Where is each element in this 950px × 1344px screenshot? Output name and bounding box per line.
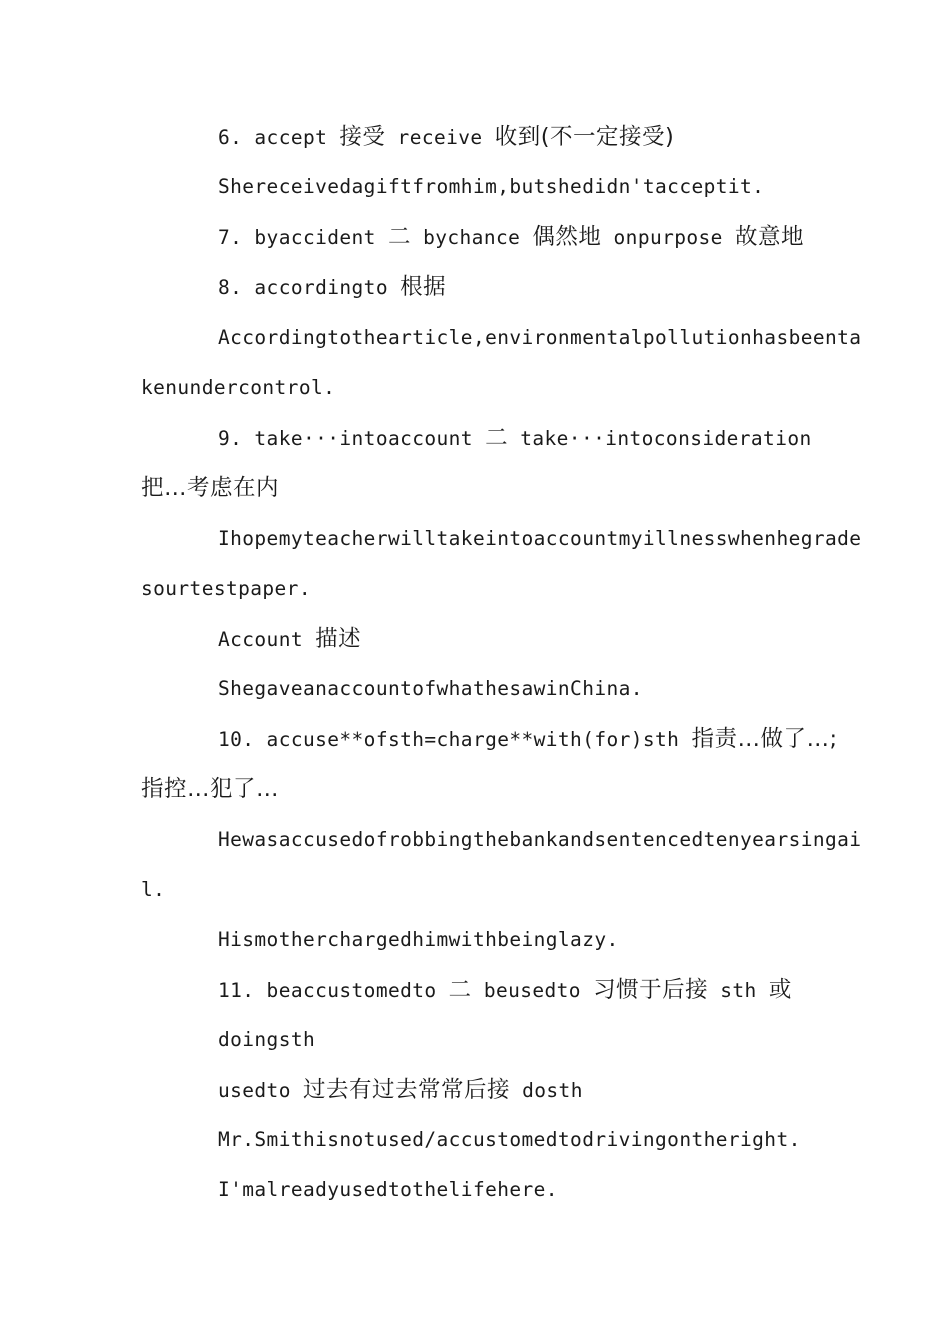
item-10-example1-line2: [141, 875, 165, 905]
english-text: 6. accept: [218, 126, 340, 149]
english-text: onpurpose: [601, 226, 735, 249]
english-text: I'malreadyusedtothelifehere.: [218, 1178, 558, 1201]
chinese-text: 收到(不一定接受): [494, 124, 675, 150]
english-text: take···intoconsideration: [508, 427, 812, 450]
account-meaning: [218, 624, 361, 655]
chinese-text: 二: [387, 224, 411, 250]
english-text: sth: [708, 979, 769, 1002]
item-8-example-line2: [141, 373, 335, 403]
chinese-text: 根据: [400, 274, 447, 300]
english-text: Accordingtothearticle,environmentalpollutionhasbeenta: [218, 326, 862, 349]
english-text: dosth: [510, 1079, 583, 1102]
english-text: usedto: [218, 1079, 303, 1102]
english-text: kenundercontrol.: [141, 376, 336, 399]
english-text: beusedto: [471, 979, 594, 1002]
chinese-text: 把…考虑在内: [141, 475, 280, 501]
english-text: bychance: [410, 226, 533, 249]
item-9-heading-cont: [141, 473, 279, 504]
english-text: 10. accuse**ofsth=charge**with(for)sth: [218, 728, 692, 751]
chinese-text: 二: [448, 977, 472, 1003]
chinese-text: 接受: [339, 124, 386, 150]
english-text: receive: [385, 126, 495, 149]
item-6-heading: [218, 122, 674, 153]
item-11-heading: [218, 975, 792, 1006]
chinese-text: 过去有过去常常后接: [302, 1077, 510, 1103]
english-text: 11. beaccustomedto: [218, 979, 449, 1002]
item-10-heading-cont: [141, 774, 279, 805]
english-text: Account: [218, 628, 316, 651]
chinese-text: 指控…犯了…: [141, 776, 280, 802]
english-text: ShegaveanaccountofwhathesawinChina.: [218, 677, 643, 700]
item-11-example1: [218, 1125, 801, 1155]
item-11-example2: [218, 1175, 558, 1205]
usedto-meaning: [218, 1075, 583, 1106]
english-text: Shereceivedagiftfromhim,butshedidn'tacceptit.: [218, 175, 765, 198]
chinese-text: 指责…做了…;: [691, 726, 838, 752]
item-10-example1-line1: [218, 825, 861, 855]
item-11-heading-cont: [218, 1025, 315, 1055]
english-text: Hismotherchargedhimwithbeinglazy.: [218, 928, 619, 951]
chinese-text: 故意地: [734, 224, 804, 250]
english-text: Ihopemyteacherwilltakeintoaccountmyillnesswhenhegrade: [218, 527, 862, 550]
english-text: 9. take···intoaccount: [218, 427, 486, 450]
english-text: l.: [141, 878, 166, 901]
account-example: [218, 674, 643, 704]
chinese-text: 习惯于后接: [593, 977, 709, 1003]
english-text: doingsth: [218, 1028, 316, 1051]
item-9-example-line1: [218, 524, 861, 554]
item-8-example-line1: [218, 323, 861, 353]
item-6-example: [218, 172, 764, 202]
chinese-text: 偶然地: [532, 224, 602, 250]
chinese-text: 二: [485, 425, 509, 451]
item-10-heading: [218, 724, 838, 755]
item-8-heading: [218, 272, 446, 303]
chinese-text: 或: [768, 977, 792, 1003]
english-text: 7. byaccident: [218, 226, 388, 249]
chinese-text: 描述: [315, 626, 362, 652]
english-text: sourtestpaper.: [141, 577, 311, 600]
english-text: Mr.Smithisnotused/accustomedtodrivingontheright.: [218, 1128, 801, 1151]
english-text: Hewasaccusedofrobbingthebankandsentencedtenyearsingai: [218, 828, 862, 851]
item-9-example-line2: [141, 574, 311, 604]
item-7-heading: [218, 222, 804, 253]
item-10-example2: [218, 925, 619, 955]
item-9-heading: [218, 423, 812, 454]
english-text: 8. accordingto: [218, 276, 401, 299]
